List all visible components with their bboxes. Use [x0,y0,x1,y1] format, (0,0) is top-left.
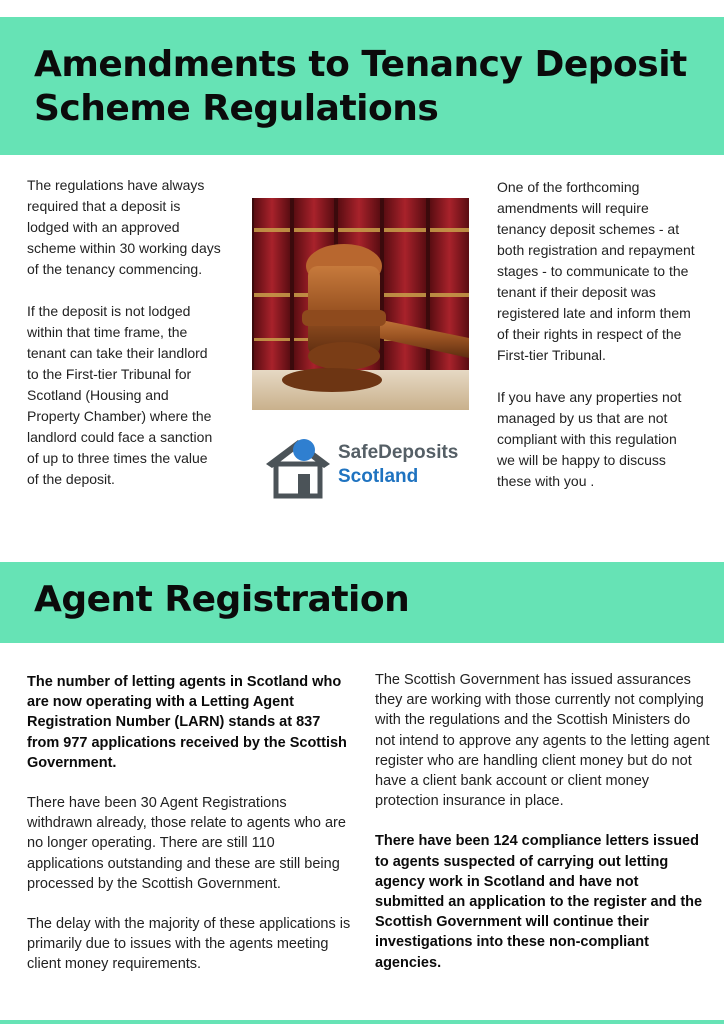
title-line-1: Amendments to Tenancy Deposit [34,44,687,85]
paragraph: The delay with the majority of these applications is primarily due to issues with the agents meeting client money requirements. [27,916,351,973]
section-title-agent-registration: Agent Registration [34,579,410,620]
gavel-photo [252,198,469,410]
paragraph: One of the forthcoming amendments will require tenancy deposit schemes - at both registration and repayment stages - to communicate to the tenant if their deposit was registered late and inform them of their rights in respect of the First-tier Tribunal. [497,179,695,363]
amendments-left-column [27,175,223,490]
registration-right-column [375,670,710,973]
bold-paragraph: The number of letting agents in Scotland who are now operating with a Letting Agent Registration Number (LARN) stands at 837 from 977 applications received by the Scottish Government. [27,674,347,771]
header-band-amendments [0,17,724,155]
paragraph: If you have any properties not managed by us that are not compliant with this regulation we will be happy to discuss these with you . [497,389,682,489]
logo-text-scotland: Scotland [338,466,419,487]
paragraph: The Scottish Government has issued assurances they are working with those currently not complying with the regulations and the Scottish Ministers do not intend to approve any agents to the letting agent register who are handling client money but do not have a client bank account or client money protection insurance in place. [375,672,710,810]
paragraph: There have been 30 Agent Registrations withdrawn already, those relate to agents who are no longer operating. There are still 110 applications outstanding and these are still being processed by the Scottish Government. [27,795,346,892]
bold-paragraph: There have been 124 compliance letters issued to agents suspected of carrying out letting agency work in Scotland and have not submitted an application to the register and the Scottish Government will continue their investigations into these non-compliant agencies. [375,833,703,971]
section-title-amendments [34,43,694,131]
header-band-agent-registration [0,562,724,643]
house-logo-icon [262,432,334,502]
amendments-right-column [497,177,697,492]
registration-left-column [27,672,352,975]
paragraph: The regulations have always required that a deposit is lodged with an approved scheme within 30 working days of the tenancy commencing. [27,177,221,277]
paragraph: If the deposit is not lodged within that time frame, the tenant can take their landlord to the First-tier Tribunal for Scotland (Housing and Property Chamber) where the landlord could face a sanction of up to three times the value of the deposit. [27,303,213,487]
bottom-divider [0,1020,724,1024]
title-line-2: Scheme Regulations [34,88,439,129]
logo-text-safedeposits: SafeDeposits [338,442,459,463]
safedeposits-scotland-logo [262,432,462,502]
gavel-image-icon [252,198,469,410]
